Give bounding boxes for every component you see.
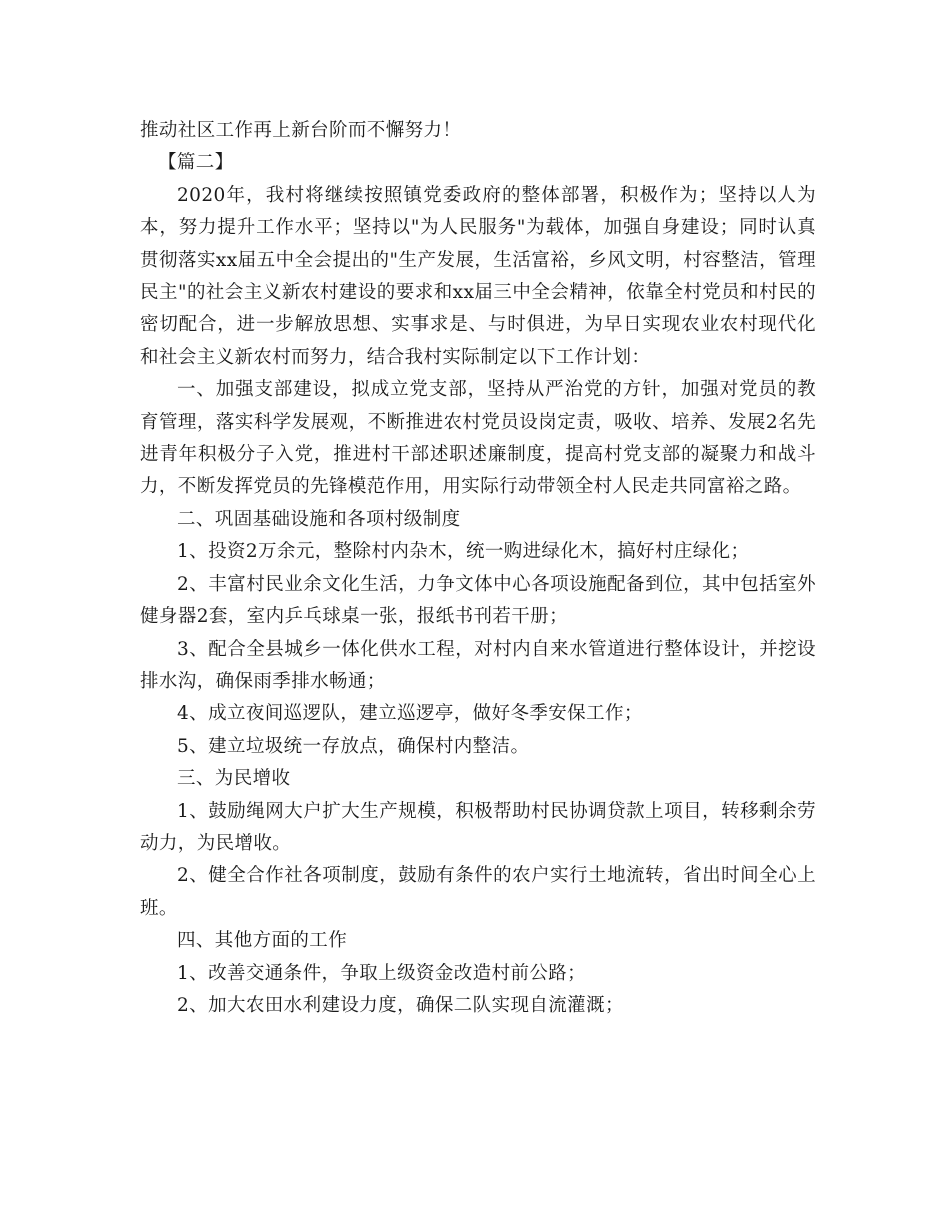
list-item-culture: 2、丰富村民业余文化生活，力争文体中心各项设施配备到位，其中包括室外健身器2套，室内乒乓球桌一张，报纸书刊若干册； — [140, 573, 816, 628]
document-body — [140, 115, 816, 1022]
list-item-greening: 1、投资2万余元，整除村内杂木，统一购进绿化木，搞好村庄绿化； — [177, 541, 750, 563]
section-heading-income: 三、为民增收 — [177, 768, 291, 790]
paragraph-intro: 2020年，我村将继续按照镇党委政府的整体部署，积极作为；坚持以人为本，努力提升工作水平；坚持以"为人民服务"为载体，加强自身建设；同时认真贯彻落实xx届五中全会提出的"生产发展，生活富裕，乡风文明，村容整洁，管理民主"的社会主义新农村建设的要求和xx届三中全会精神，依靠全村党员和村民的密切配合，进一步解放思想、实事求是、与时俱进，为早日实现农业农村现代化和社会主义新农村而努力，结合我村实际制定以下工作计划： — [140, 184, 816, 368]
paragraph-party-building: 一、加强支部建设，拟成立党支部，坚持从严治党的方针，加强对党员的教育管理，落实科学发展观，不断推进农村党员设岗定责，吸收、培养、发展2名先进青年积极分子入党，推进村干部述职述廉制度，提高村党支部的凝聚力和战斗力，不断发挥党员的先锋模范作用，用实际行动带领全村人民走共同富裕之路。 — [140, 379, 816, 498]
list-item-water-supply: 3、配合全县城乡一体化供水工程，对村内自来水管道进行整体设计，并挖设排水沟，确保雨季排水畅通； — [140, 638, 816, 692]
list-item-transport: 1、改善交通条件，争取上级资金改造村前公路； — [177, 962, 587, 984]
list-item-garbage: 5、建立垃圾统一存放点，确保村内整洁。 — [177, 735, 530, 757]
list-item-cooperative: 2、健全合作社各项制度，鼓励有条件的农户实行土地流转，省出时间全心上班。 — [140, 865, 816, 919]
list-item-patrol: 4、成立夜间巡逻队，建立巡逻亭，做好冬季安保工作； — [177, 703, 643, 725]
section-heading-other: 四、其他方面的工作 — [177, 930, 348, 952]
section-heading-part-two: 【篇二】 — [158, 152, 234, 174]
paragraph-continuation: 推动社区工作再上新台阶而不懈努力！ — [140, 120, 462, 141]
section-heading-infrastructure: 二、巩固基础设施和各项村级制度 — [177, 508, 461, 530]
list-item-rope-net: 1、鼓励绳网大户扩大生产规模，积极帮助村民协调贷款上项目，转移剩余劳动力，为民增收。 — [140, 800, 816, 854]
list-item-irrigation: 2、加大农田水利建设力度，确保二队实现自流灌溉； — [177, 994, 624, 1016]
